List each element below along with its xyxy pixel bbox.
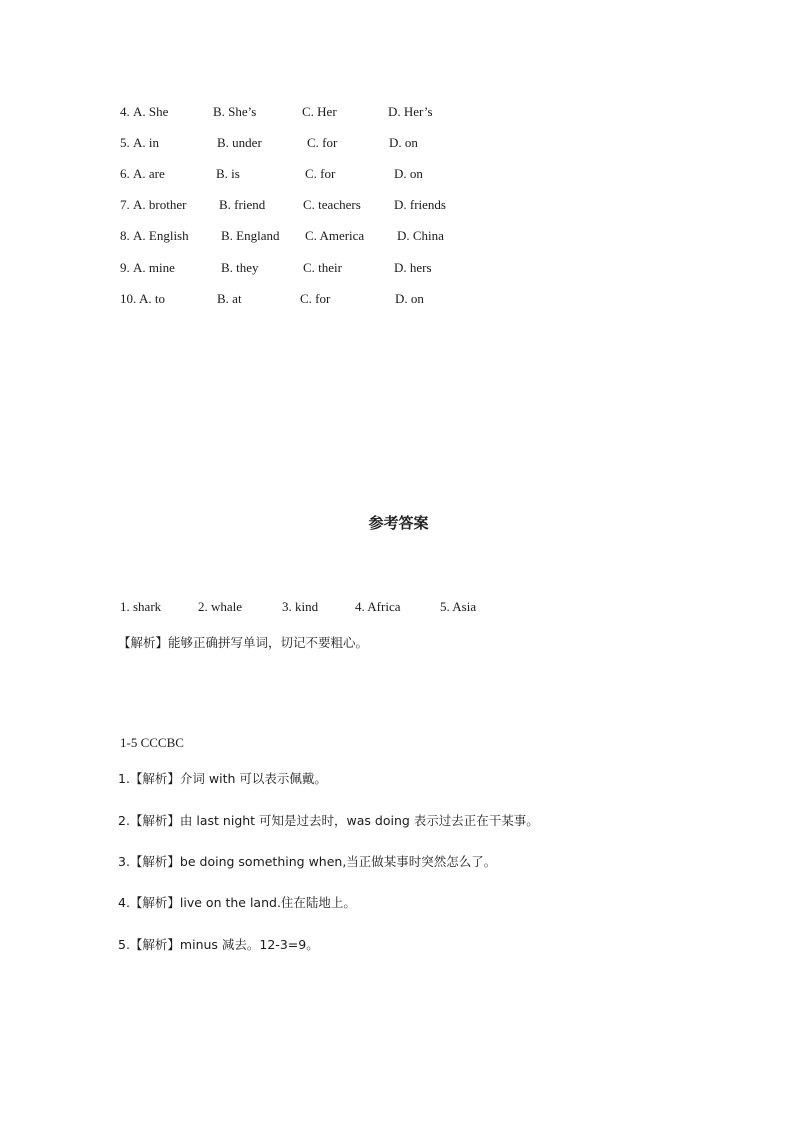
explanation-2: 2.【解析】由 last night 可知是过去时，was doing 表示过去正在干某事。 bbox=[118, 813, 539, 828]
question-number: 8. bbox=[120, 228, 130, 243]
option-a: A. in bbox=[133, 135, 159, 150]
question-number: 7. bbox=[120, 197, 130, 212]
answer-item: 4. Africa bbox=[355, 599, 401, 614]
option-a: A. brother bbox=[133, 197, 187, 212]
answer-key-title-text: 参考答案 bbox=[368, 514, 429, 532]
option-d: D. Her’s bbox=[388, 104, 433, 119]
explanation-1: 1.【解析】介词 with 可以表示佩戴。 bbox=[118, 771, 327, 786]
explanation-3: 3.【解析】be doing something when,当正做某事时突然怎么了。 bbox=[118, 854, 497, 869]
option-d: D. on bbox=[395, 291, 424, 306]
option-b: B. is bbox=[216, 166, 240, 181]
option-d: D. on bbox=[389, 135, 418, 150]
option-c: C. their bbox=[303, 260, 342, 275]
explanation-5: 5.【解析】minus 减去。12-3=9。 bbox=[118, 937, 319, 952]
answer-item: 2. whale bbox=[198, 599, 243, 614]
answer-item: 3. kind bbox=[282, 599, 319, 614]
option-d: D. China bbox=[397, 228, 444, 243]
option-d: D. on bbox=[394, 166, 423, 181]
option-b: B. England bbox=[221, 228, 280, 243]
option-c: C. for bbox=[307, 135, 338, 150]
question-number: 5. bbox=[120, 135, 130, 150]
option-c: C. Her bbox=[302, 104, 337, 119]
option-c: C. teachers bbox=[303, 197, 361, 212]
option-a: A. English bbox=[133, 228, 189, 243]
option-d: D. hers bbox=[394, 260, 432, 275]
option-c: C. America bbox=[305, 228, 365, 243]
option-a: A. mine bbox=[133, 260, 175, 275]
answer-item: 5. Asia bbox=[440, 599, 477, 614]
question-number: 6. bbox=[120, 166, 130, 181]
option-c: C. for bbox=[305, 166, 336, 181]
answer-item: 1. shark bbox=[120, 599, 162, 614]
section-2-summary: 1-5 CCCBC bbox=[120, 735, 184, 750]
option-a: A. She bbox=[133, 104, 169, 119]
question-number: 10. bbox=[120, 291, 137, 306]
option-d: D. friends bbox=[394, 197, 446, 212]
option-a: A. are bbox=[133, 166, 165, 181]
question-number: 9. bbox=[120, 260, 130, 275]
option-b: B. under bbox=[217, 135, 262, 150]
explanation-4: 4.【解析】live on the land.住在陆地上。 bbox=[118, 895, 356, 910]
answer-key-title bbox=[0, 512, 793, 533]
option-b: B. at bbox=[217, 291, 242, 306]
option-b: B. friend bbox=[219, 197, 266, 212]
option-c: C. for bbox=[300, 291, 331, 306]
option-a: A. to bbox=[139, 291, 165, 306]
option-b: B. they bbox=[221, 260, 259, 275]
question-number: 4. bbox=[120, 104, 130, 119]
option-b: B. She’s bbox=[213, 104, 257, 119]
section-1-analysis: 【解析】能够正确拼写单词，切记不要粗心。 bbox=[118, 635, 369, 650]
